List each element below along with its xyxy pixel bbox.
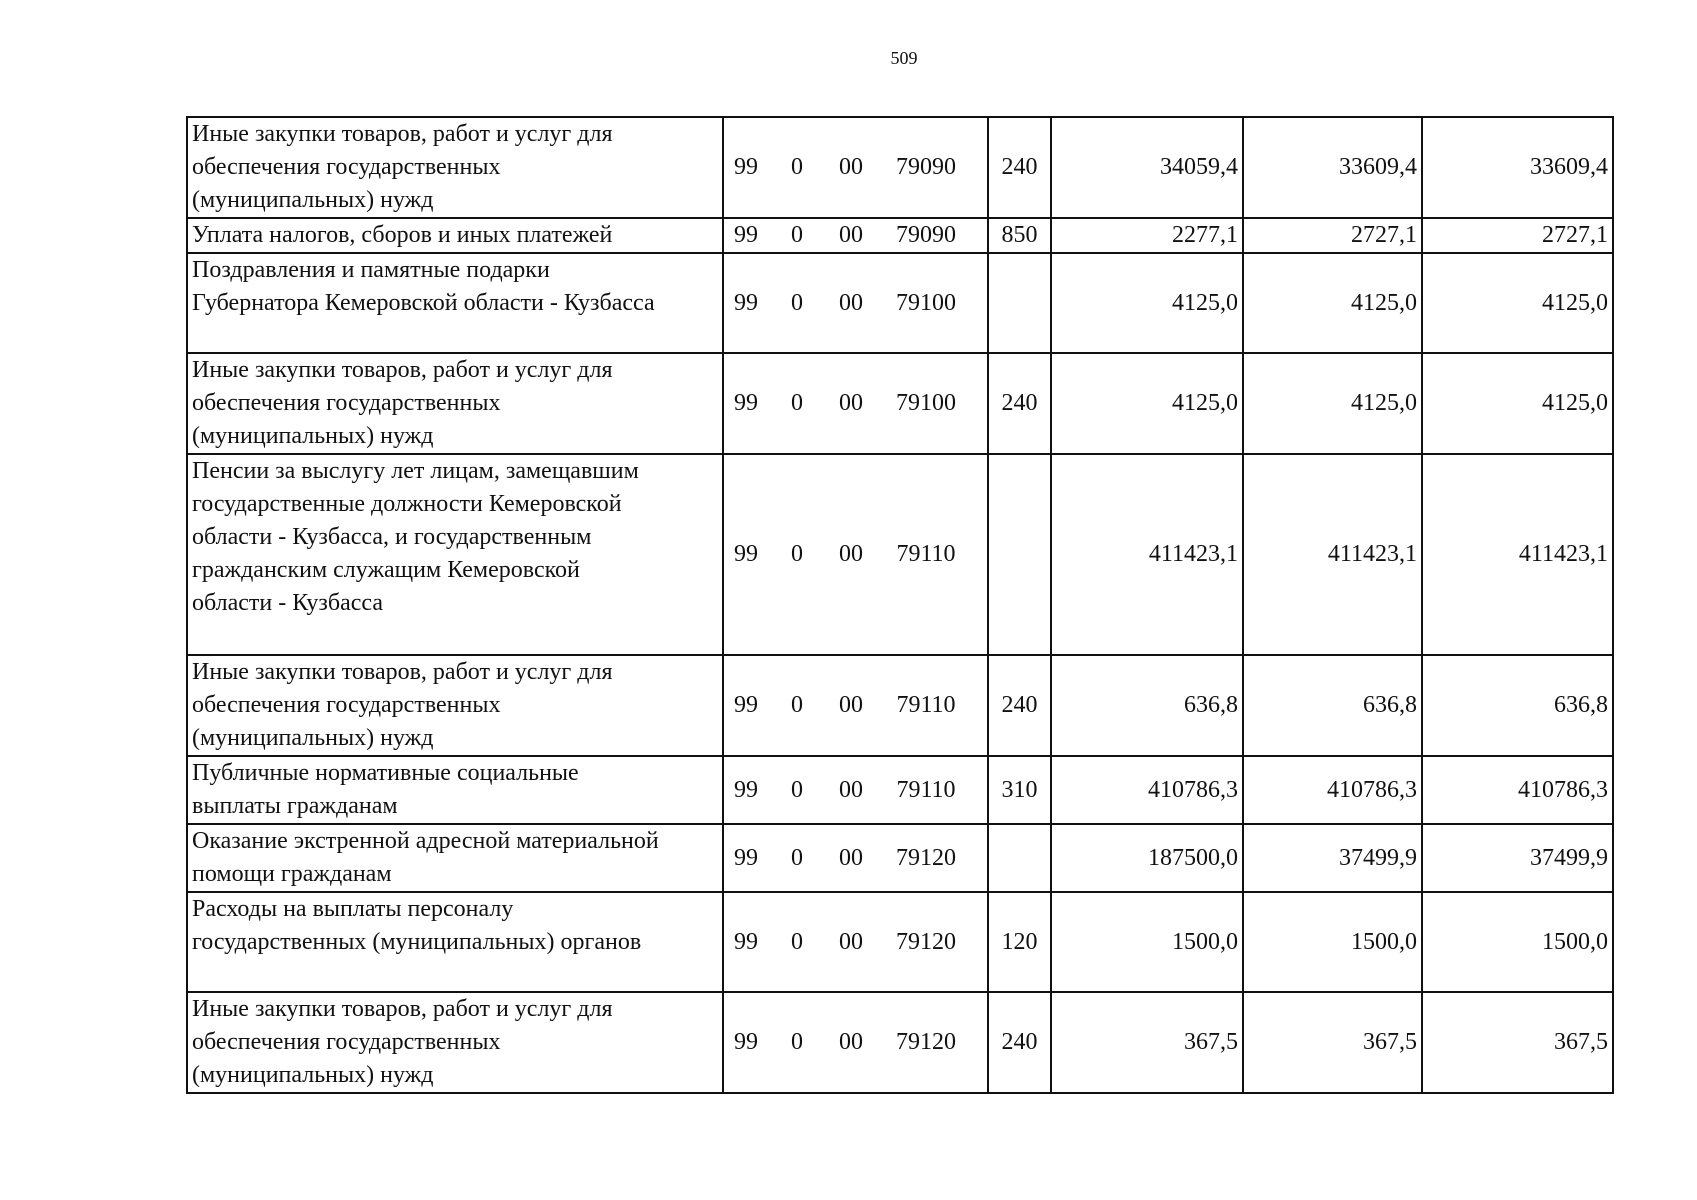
event-code: 00 xyxy=(839,1029,863,1055)
row-name: Оказание экстренной адресной материальной помощи гражданам xyxy=(192,828,659,887)
row-name-cell xyxy=(187,218,723,253)
program-code: 99 xyxy=(734,154,758,180)
direction-code: 79110 xyxy=(896,776,956,803)
amount-year-1: 411423,1 xyxy=(1051,454,1243,655)
program-code: 99 xyxy=(734,1029,758,1055)
direction-code: 79100 xyxy=(896,289,956,316)
row-name-cell xyxy=(187,892,723,992)
subprogram-code: 0 xyxy=(791,776,803,803)
expense-type-code: 240 xyxy=(988,992,1051,1093)
row-name: Поздравления и памятные подарки Губернатора Кемеровской области - Кузбасса xyxy=(192,257,655,316)
amount-year-1: 367,5 xyxy=(1051,992,1243,1093)
target-article-cell xyxy=(723,892,988,992)
row-name-cell xyxy=(187,992,723,1093)
row-name: Публичные нормативные социальные выплаты гражданам xyxy=(192,760,579,819)
target-article-code xyxy=(724,387,987,420)
table-row xyxy=(187,218,1613,253)
target-article-code xyxy=(724,538,987,571)
target-article-code xyxy=(724,1026,987,1059)
direction-code: 79110 xyxy=(896,692,956,718)
amount-year-3: 4125,0 xyxy=(1422,253,1613,353)
target-article-cell xyxy=(723,253,988,353)
expense-type-code: 310 xyxy=(988,756,1051,824)
expense-type-code xyxy=(988,253,1051,353)
amount-year-2: 33609,4 xyxy=(1243,117,1422,218)
amount-year-3: 33609,4 xyxy=(1422,117,1613,218)
program-code: 99 xyxy=(734,541,758,567)
target-article-cell xyxy=(723,117,988,218)
event-code: 00 xyxy=(839,390,863,416)
table-row xyxy=(187,892,1613,992)
target-article-cell xyxy=(723,992,988,1093)
program-code: 99 xyxy=(734,289,758,316)
target-article-code xyxy=(724,287,987,320)
row-name: Расходы на выплаты персоналу государственных (муниципальных) органов xyxy=(192,896,642,955)
amount-year-1: 636,8 xyxy=(1051,655,1243,756)
subprogram-code: 0 xyxy=(791,1029,803,1055)
amount-year-1: 34059,4 xyxy=(1051,117,1243,218)
amount-year-2: 2727,1 xyxy=(1243,218,1422,253)
subprogram-code: 0 xyxy=(791,692,803,718)
target-article-code xyxy=(724,774,987,807)
amount-year-3: 636,8 xyxy=(1422,655,1613,756)
row-name: Иные закупки товаров, работ и услуг для обеспечения государственных (муниципальных) нужд xyxy=(192,121,613,213)
table-row xyxy=(187,353,1613,454)
row-name-cell xyxy=(187,756,723,824)
row-name: Иные закупки товаров, работ и услуг для обеспечения государственных (муниципальных) нужд xyxy=(192,996,613,1088)
row-name-cell xyxy=(187,454,723,655)
amount-year-2: 411423,1 xyxy=(1243,454,1422,655)
row-name-cell xyxy=(187,353,723,454)
program-code: 99 xyxy=(734,844,758,871)
target-article-cell xyxy=(723,824,988,892)
row-name: Иные закупки товаров, работ и услуг для обеспечения государственных (муниципальных) нужд xyxy=(192,357,613,449)
expense-type-code xyxy=(988,454,1051,655)
event-code: 00 xyxy=(839,844,863,871)
expense-type-code: 850 xyxy=(988,218,1051,253)
program-code: 99 xyxy=(734,390,758,416)
row-name-cell xyxy=(187,655,723,756)
amount-year-1: 4125,0 xyxy=(1051,253,1243,353)
direction-code: 79110 xyxy=(896,541,956,567)
amount-year-3: 1500,0 xyxy=(1422,892,1613,992)
direction-code: 79090 xyxy=(896,154,956,180)
amount-year-2: 1500,0 xyxy=(1243,892,1422,992)
amount-year-1: 2277,1 xyxy=(1051,218,1243,253)
amount-year-1: 1500,0 xyxy=(1051,892,1243,992)
target-article-cell xyxy=(723,655,988,756)
amount-year-3: 410786,3 xyxy=(1422,756,1613,824)
amount-year-2: 410786,3 xyxy=(1243,756,1422,824)
budget-table xyxy=(186,116,1614,1094)
amount-year-2: 367,5 xyxy=(1243,992,1422,1093)
amount-year-2: 4125,0 xyxy=(1243,253,1422,353)
program-code: 99 xyxy=(734,222,758,248)
table-row xyxy=(187,992,1613,1093)
amount-year-1: 410786,3 xyxy=(1051,756,1243,824)
row-name: Уплата налогов, сборов и иных платежей xyxy=(192,222,613,248)
amount-year-3: 2727,1 xyxy=(1422,218,1613,253)
target-article-cell xyxy=(723,218,988,253)
amount-year-3: 411423,1 xyxy=(1422,454,1613,655)
event-code: 00 xyxy=(839,692,863,718)
amount-year-1: 187500,0 xyxy=(1051,824,1243,892)
expense-type-code xyxy=(988,824,1051,892)
target-article-cell xyxy=(723,756,988,824)
target-article-code xyxy=(724,219,987,252)
table-row xyxy=(187,655,1613,756)
table-row xyxy=(187,756,1613,824)
table-row xyxy=(187,253,1613,353)
expense-type-code: 120 xyxy=(988,892,1051,992)
subprogram-code: 0 xyxy=(791,289,803,316)
event-code: 00 xyxy=(839,289,863,316)
target-article-cell xyxy=(723,454,988,655)
row-name-cell xyxy=(187,253,723,353)
table-row xyxy=(187,117,1613,218)
direction-code: 79100 xyxy=(896,390,956,416)
amount-year-2: 37499,9 xyxy=(1243,824,1422,892)
budget-table-body xyxy=(187,117,1613,1093)
subprogram-code: 0 xyxy=(791,390,803,416)
program-code: 99 xyxy=(734,928,758,955)
target-article-code xyxy=(724,689,987,722)
expense-type-code: 240 xyxy=(988,353,1051,454)
program-code: 99 xyxy=(734,692,758,718)
event-code: 00 xyxy=(839,541,863,567)
amount-year-3: 37499,9 xyxy=(1422,824,1613,892)
direction-code: 79120 xyxy=(896,1029,956,1055)
event-code: 00 xyxy=(839,222,863,248)
row-name-cell xyxy=(187,824,723,892)
subprogram-code: 0 xyxy=(791,928,803,955)
program-code: 99 xyxy=(734,776,758,803)
subprogram-code: 0 xyxy=(791,541,803,567)
target-article-code xyxy=(724,151,987,184)
table-row xyxy=(187,454,1613,655)
amount-year-3: 4125,0 xyxy=(1422,353,1613,454)
amount-year-3: 367,5 xyxy=(1422,992,1613,1093)
row-name: Пенсии за выслугу лет лицам, замещавшим государственные должности Кемеровской области - Кузбасса, и государственным гражданским служащим Кемеровской области - Кузбасса xyxy=(192,458,639,616)
direction-code: 79120 xyxy=(896,928,956,955)
expense-type-code: 240 xyxy=(988,117,1051,218)
event-code: 00 xyxy=(839,928,863,955)
subprogram-code: 0 xyxy=(791,222,803,248)
amount-year-2: 636,8 xyxy=(1243,655,1422,756)
amount-year-2: 4125,0 xyxy=(1243,353,1422,454)
amount-year-1: 4125,0 xyxy=(1051,353,1243,454)
target-article-cell xyxy=(723,353,988,454)
direction-code: 79090 xyxy=(896,222,956,248)
expense-type-code: 240 xyxy=(988,655,1051,756)
table-row xyxy=(187,824,1613,892)
row-name: Иные закупки товаров, работ и услуг для обеспечения государственных (муниципальных) нужд xyxy=(192,659,613,751)
event-code: 00 xyxy=(839,776,863,803)
direction-code: 79120 xyxy=(896,844,956,871)
subprogram-code: 0 xyxy=(791,154,803,180)
target-article-code xyxy=(724,926,987,959)
page-number: 509 xyxy=(890,48,918,68)
subprogram-code: 0 xyxy=(791,844,803,871)
row-name-cell xyxy=(187,117,723,218)
event-code: 00 xyxy=(839,154,863,180)
target-article-code xyxy=(724,842,987,875)
